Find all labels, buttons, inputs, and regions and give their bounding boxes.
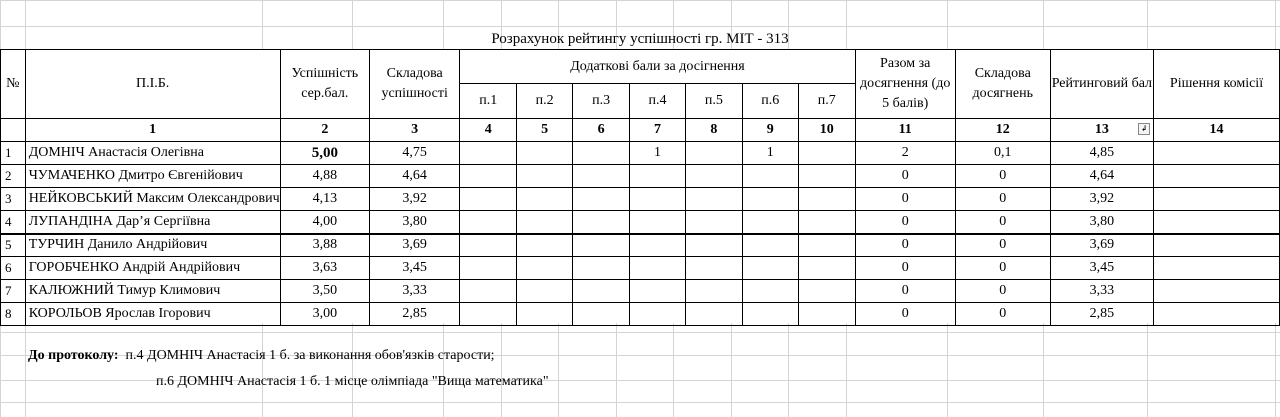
extra-point-cell[interactable] [573, 303, 630, 326]
extra-point-cell[interactable] [517, 280, 573, 303]
rating-cell[interactable]: 3,69 [1050, 234, 1153, 257]
header-avg[interactable]: Успішність сер.бал. [280, 50, 369, 119]
decision-cell[interactable] [1154, 303, 1280, 326]
extra-point-cell[interactable] [517, 303, 573, 326]
header-decision[interactable]: Рішення комісії [1154, 50, 1280, 119]
row-number-cell[interactable]: 4 [1, 211, 26, 234]
extra-point-cell[interactable] [517, 234, 573, 257]
extra-point-cell[interactable] [798, 280, 855, 303]
header-comp[interactable]: Складова успішності [370, 50, 460, 119]
extra-point-cell[interactable] [630, 257, 686, 280]
extra-point-cell[interactable] [685, 257, 742, 280]
notes-line-2[interactable]: п.6 ДОМНІЧ Анастасія 1 б. 1 місце олімпіада "Вища математика" [156, 374, 549, 389]
extra-point-cell[interactable] [798, 234, 855, 257]
total-achievements-cell[interactable]: 0 [855, 303, 955, 326]
decision-cell[interactable] [1154, 280, 1280, 303]
extra-point-cell[interactable] [573, 142, 630, 165]
comp-achievements-cell[interactable]: 0 [955, 257, 1050, 280]
avg-score-cell[interactable]: 3,50 [280, 280, 369, 303]
notes-line-1[interactable] [28, 348, 495, 364]
header-p2[interactable]: п.2 [517, 84, 573, 119]
extra-point-cell[interactable]: 1 [742, 142, 798, 165]
extra-point-cell[interactable] [460, 211, 517, 234]
extra-point-cell[interactable] [517, 188, 573, 211]
avg-score-cell[interactable]: 5,00 [280, 142, 369, 165]
row-number-cell[interactable]: 6 [1, 257, 26, 280]
rating-cell[interactable]: 3,92 [1050, 188, 1153, 211]
table-row [1, 211, 1280, 234]
comp-achievements-cell[interactable]: 0 [955, 188, 1050, 211]
extra-point-cell[interactable] [573, 211, 630, 234]
table-row [1, 303, 1280, 326]
student-name-cell[interactable]: ЛУПАНДІНА Дар’я Сергіївна [25, 211, 280, 234]
extra-point-cell[interactable] [460, 234, 517, 257]
student-name-cell[interactable]: ГОРОБЧЕНКО Андрій Андрійович [25, 257, 280, 280]
col-number-cell[interactable]: 8 [685, 119, 742, 142]
filter-arrow-icon[interactable]: ↲ [1138, 123, 1150, 135]
comp-achievements-cell[interactable]: 0,1 [955, 142, 1050, 165]
extra-point-cell[interactable] [742, 165, 798, 188]
extra-point-cell[interactable] [573, 188, 630, 211]
comp-achievements-cell[interactable]: 0 [955, 280, 1050, 303]
extra-point-cell[interactable] [573, 280, 630, 303]
avg-score-cell[interactable]: 3,88 [280, 234, 369, 257]
col-number-label: 13 [1094, 122, 1109, 137]
header-p7[interactable]: п.7 [798, 84, 855, 119]
comp-achievements-cell[interactable]: 0 [955, 303, 1050, 326]
header-no[interactable]: № [1, 50, 26, 119]
student-name-cell[interactable]: НЕЙКОВСЬКИЙ Максим Олександрович [25, 188, 280, 211]
total-achievements-cell[interactable]: 0 [855, 211, 955, 234]
extra-point-cell[interactable] [460, 165, 517, 188]
extra-point-cell[interactable] [685, 234, 742, 257]
avg-score-cell[interactable]: 4,88 [280, 165, 369, 188]
header-comp-ach[interactable]: Складова досягнень [955, 50, 1050, 119]
header-rating[interactable]: Рейтинговий бал [1050, 50, 1153, 119]
extra-point-cell[interactable] [742, 280, 798, 303]
extra-point-cell[interactable] [573, 234, 630, 257]
extra-point-cell[interactable] [742, 211, 798, 234]
comp-score-cell[interactable]: 3,33 [370, 280, 460, 303]
rating-table [0, 49, 1280, 326]
col-number-cell[interactable]: 2 [280, 119, 369, 142]
decision-cell[interactable] [1154, 165, 1280, 188]
table-row [1, 234, 1280, 257]
extra-point-cell[interactable] [573, 165, 630, 188]
extra-point-cell[interactable] [685, 303, 742, 326]
extra-point-cell[interactable] [798, 165, 855, 188]
extra-point-cell[interactable] [685, 280, 742, 303]
avg-score-cell[interactable]: 4,13 [280, 188, 369, 211]
comp-score-cell[interactable]: 3,69 [370, 234, 460, 257]
extra-point-cell[interactable] [630, 165, 686, 188]
decision-cell[interactable] [1154, 188, 1280, 211]
row-number-cell[interactable]: 5 [1, 234, 26, 257]
extra-point-cell[interactable] [460, 280, 517, 303]
extra-point-cell[interactable] [517, 165, 573, 188]
col-number-cell[interactable] [1050, 119, 1153, 142]
extra-point-cell[interactable] [460, 303, 517, 326]
col-number-cell[interactable]: 6 [573, 119, 630, 142]
extra-point-cell[interactable] [685, 142, 742, 165]
extra-point-cell[interactable]: 1 [630, 142, 686, 165]
student-name-cell[interactable]: ЧУМАЧЕНКО Дмитро Євгенійович [25, 165, 280, 188]
header-extra[interactable]: Додаткові бали за досігнення [460, 50, 855, 84]
header-p6[interactable]: п.6 [742, 84, 798, 119]
extra-point-cell[interactable] [742, 234, 798, 257]
total-achievements-cell[interactable]: 0 [855, 257, 955, 280]
comp-score-cell[interactable]: 4,75 [370, 142, 460, 165]
student-name-cell[interactable]: ДОМНІЧ Анастасія Олегівна [25, 142, 280, 165]
row-number-cell[interactable]: 8 [1, 303, 26, 326]
col-number-cell[interactable]: 11 [855, 119, 955, 142]
row-number-cell[interactable]: 2 [1, 165, 26, 188]
extra-point-cell[interactable] [798, 303, 855, 326]
table-row [1, 165, 1280, 188]
extra-point-cell[interactable] [517, 257, 573, 280]
decision-cell[interactable] [1154, 234, 1280, 257]
extra-point-cell[interactable] [742, 257, 798, 280]
rating-cell[interactable]: 4,64 [1050, 165, 1153, 188]
header-p5[interactable]: п.5 [685, 84, 742, 119]
extra-point-cell[interactable] [798, 257, 855, 280]
extra-point-cell[interactable] [742, 188, 798, 211]
extra-point-cell[interactable] [685, 188, 742, 211]
student-name-cell[interactable]: КАЛЮЖНИЙ Тимур Климович [25, 280, 280, 303]
col-number-cell[interactable]: 10 [798, 119, 855, 142]
extra-point-cell[interactable] [517, 142, 573, 165]
total-achievements-cell[interactable]: 2 [855, 142, 955, 165]
extra-point-cell[interactable] [798, 142, 855, 165]
header-name[interactable]: П.І.Б. [25, 50, 280, 119]
extra-point-cell[interactable] [798, 211, 855, 234]
decision-cell[interactable] [1154, 257, 1280, 280]
col-number-cell[interactable]: 3 [370, 119, 460, 142]
col-number-cell[interactable]: 1 [25, 119, 280, 142]
table-row [1, 257, 1280, 280]
extra-point-cell[interactable] [460, 257, 517, 280]
rating-cell[interactable]: 4,85 [1050, 142, 1153, 165]
total-achievements-cell[interactable]: 0 [855, 280, 955, 303]
total-achievements-cell[interactable]: 0 [855, 188, 955, 211]
table-body [1, 142, 1280, 326]
extra-point-cell[interactable] [630, 303, 686, 326]
header-p3[interactable]: п.3 [573, 84, 630, 119]
col-number-cell[interactable] [1, 119, 26, 142]
comp-score-cell[interactable]: 3,45 [370, 257, 460, 280]
comp-achievements-cell[interactable]: 0 [955, 211, 1050, 234]
comp-score-cell[interactable]: 4,64 [370, 165, 460, 188]
col-number-cell[interactable]: 5 [517, 119, 573, 142]
notes-label: До протоколу: [28, 348, 119, 363]
rating-cell[interactable]: 3,80 [1050, 211, 1153, 234]
total-achievements-cell[interactable]: 0 [855, 165, 955, 188]
header-p1[interactable]: п.1 [460, 84, 517, 119]
comp-achievements-cell[interactable]: 0 [955, 165, 1050, 188]
decision-cell[interactable] [1154, 142, 1280, 165]
rating-cell[interactable]: 2,85 [1050, 303, 1153, 326]
extra-point-cell[interactable] [685, 165, 742, 188]
col-number-cell[interactable]: 7 [630, 119, 686, 142]
rating-cell[interactable]: 3,33 [1050, 280, 1153, 303]
col-number-cell[interactable]: 14 [1154, 119, 1280, 142]
table-row [1, 188, 1280, 211]
total-achievements-cell[interactable]: 0 [855, 234, 955, 257]
extra-point-cell[interactable] [517, 211, 573, 234]
student-name-cell[interactable]: ТУРЧИН Данило Андрійович [25, 234, 280, 257]
extra-point-cell[interactable] [630, 234, 686, 257]
notes-text-1: п.4 ДОМНІЧ Анастасія 1 б. за виконання обов'язків старости; [125, 348, 495, 363]
extra-point-cell[interactable] [742, 303, 798, 326]
extra-point-cell[interactable] [798, 188, 855, 211]
comp-score-cell[interactable]: 3,80 [370, 211, 460, 234]
extra-point-cell[interactable] [630, 280, 686, 303]
header-total[interactable]: Разом за досягнення (до 5 балів) [855, 50, 955, 119]
extra-point-cell[interactable] [573, 257, 630, 280]
extra-point-cell[interactable] [630, 211, 686, 234]
col-number-cell[interactable]: 12 [955, 119, 1050, 142]
avg-score-cell[interactable]: 4,00 [280, 211, 369, 234]
col-number-cell[interactable]: 9 [742, 119, 798, 142]
avg-score-cell[interactable]: 3,00 [280, 303, 369, 326]
decision-cell[interactable] [1154, 211, 1280, 234]
sheet-title[interactable]: Розрахунок рейтингу успішності гр. МІТ - 313 [491, 31, 789, 47]
header-p4[interactable]: п.4 [630, 84, 686, 119]
extra-point-cell[interactable] [630, 188, 686, 211]
row-number-cell[interactable]: 7 [1, 280, 26, 303]
comp-score-cell[interactable]: 3,92 [370, 188, 460, 211]
table-row [1, 142, 1280, 165]
extra-point-cell[interactable] [460, 142, 517, 165]
col-number-cell[interactable]: 4 [460, 119, 517, 142]
avg-score-cell[interactable]: 3,63 [280, 257, 369, 280]
row-number-cell[interactable]: 1 [1, 142, 26, 165]
extra-point-cell[interactable] [685, 211, 742, 234]
rating-cell[interactable]: 3,45 [1050, 257, 1153, 280]
comp-score-cell[interactable]: 2,85 [370, 303, 460, 326]
extra-point-cell[interactable] [460, 188, 517, 211]
table-row [1, 280, 1280, 303]
row-number-cell[interactable]: 3 [1, 188, 26, 211]
student-name-cell[interactable]: КОРОЛЬОВ Ярослав Ігорович [25, 303, 280, 326]
comp-achievements-cell[interactable]: 0 [955, 234, 1050, 257]
